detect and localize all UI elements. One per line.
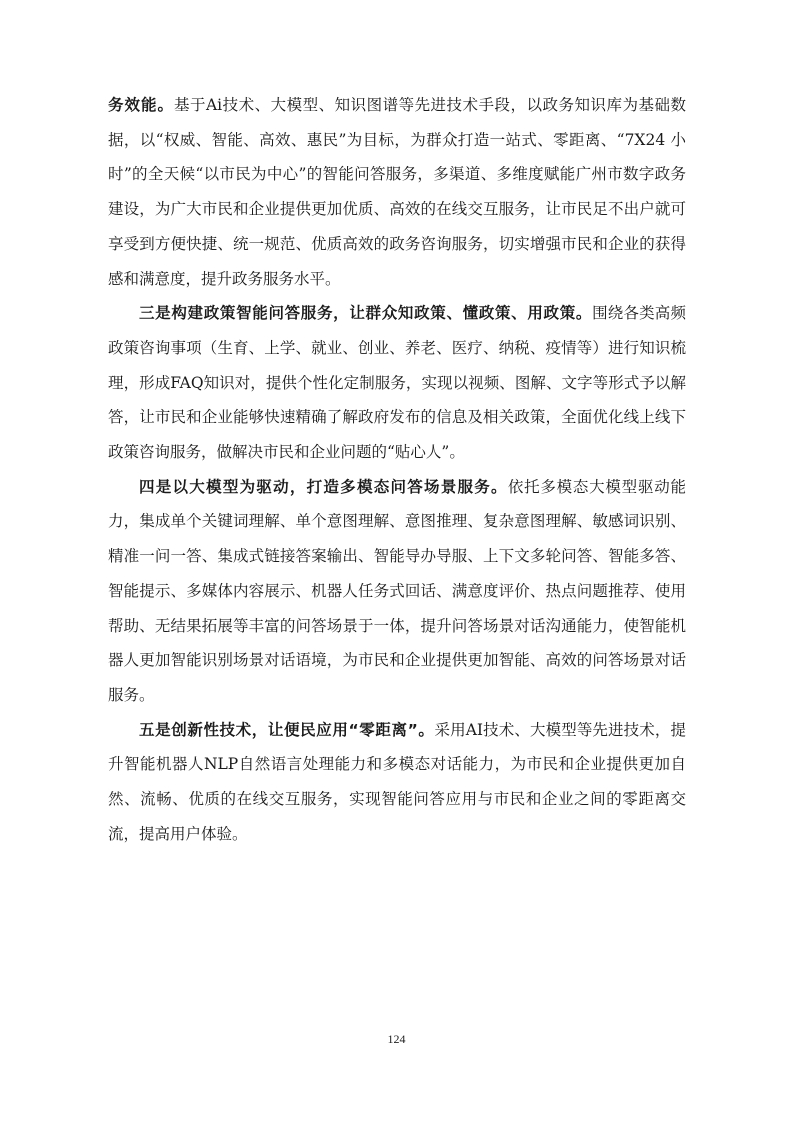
paragraph-4-lead: 五是创新性技术，让便民应用“零距离”。 — [139, 720, 435, 739]
paragraph-1-text: 基于Ai技术、大模型、知识图谱等先进技术手段，以政务知识库为基础数据，以“权威、智能、高效、惠民”为目标，为群众打造一站式、零距离、“7X24 小时”的全天候“以市民为中心”的智能问答服务，多渠道、多维度赋能广州市数字政务建设，为广大市民和企业提供更加优质、高效的在线交互服务，让市民足不出户就可享受到方便快捷、统一规范、优质高效的政务咨询服务，切实增强市民和企业的获得感和满意度，提升政务服务水平。 — [108, 96, 686, 288]
paragraph-3 — [108, 470, 686, 713]
paragraph-2-lead: 三是构建政策智能问答服务，让群众知政策、懂政策、用政策。 — [139, 304, 593, 323]
paragraph-3-lead: 四是以大模型为驱动，打造多模态问答场景服务。 — [139, 477, 508, 496]
paragraph-2-text: 围绕各类高频政策咨询事项（生育、上学、就业、创业、养老、医疗、纳税、疫情等）进行知识梳理，形成FAQ知识对，提供个性化定制服务，实现以视频、图解、文字等形式予以解答，让市民和企业能够快速精确了解政府发布的信息及相关政策，全面优化线上线下政策咨询服务，做解决市民和企业问题的“贴心人”。 — [108, 304, 686, 462]
paragraph-3-text: 依托多模态大模型驱动能力，集成单个关键词理解、单个意图理解、意图推理、复杂意图理解、敏感词识别、精准一问一答、集成式链接答案输出、智能导办导服、上下文多轮问答、智能多答、智能提示、多媒体内容展示、机器人任务式回话、满意度评价、热点问题推荐、使用帮助、无结果拓展等丰富的问答场景于一体，提升问答场景对话沟通能力，使智能机器人更加智能识别场景对话语境，为市民和企业提供更加智能、高效的问答场景对话服务。 — [108, 477, 686, 704]
paragraph-4-text: 采用AI技术、大模型等先进技术，提升智能机器人NLP自然语言处理能力和多模态对话能力，为市民和企业提供更加自然、流畅、优质的在线交互服务，实现智能问答应用与市民和企业之间的零距离交流，提高用户体验。 — [108, 720, 686, 843]
paragraph-1-lead: 务效能。 — [108, 96, 174, 114]
paragraph-1 — [108, 88, 686, 296]
paragraph-4 — [108, 713, 686, 852]
document-body — [108, 88, 686, 851]
page-number: 124 — [387, 1032, 406, 1046]
paragraph-2 — [108, 296, 686, 470]
